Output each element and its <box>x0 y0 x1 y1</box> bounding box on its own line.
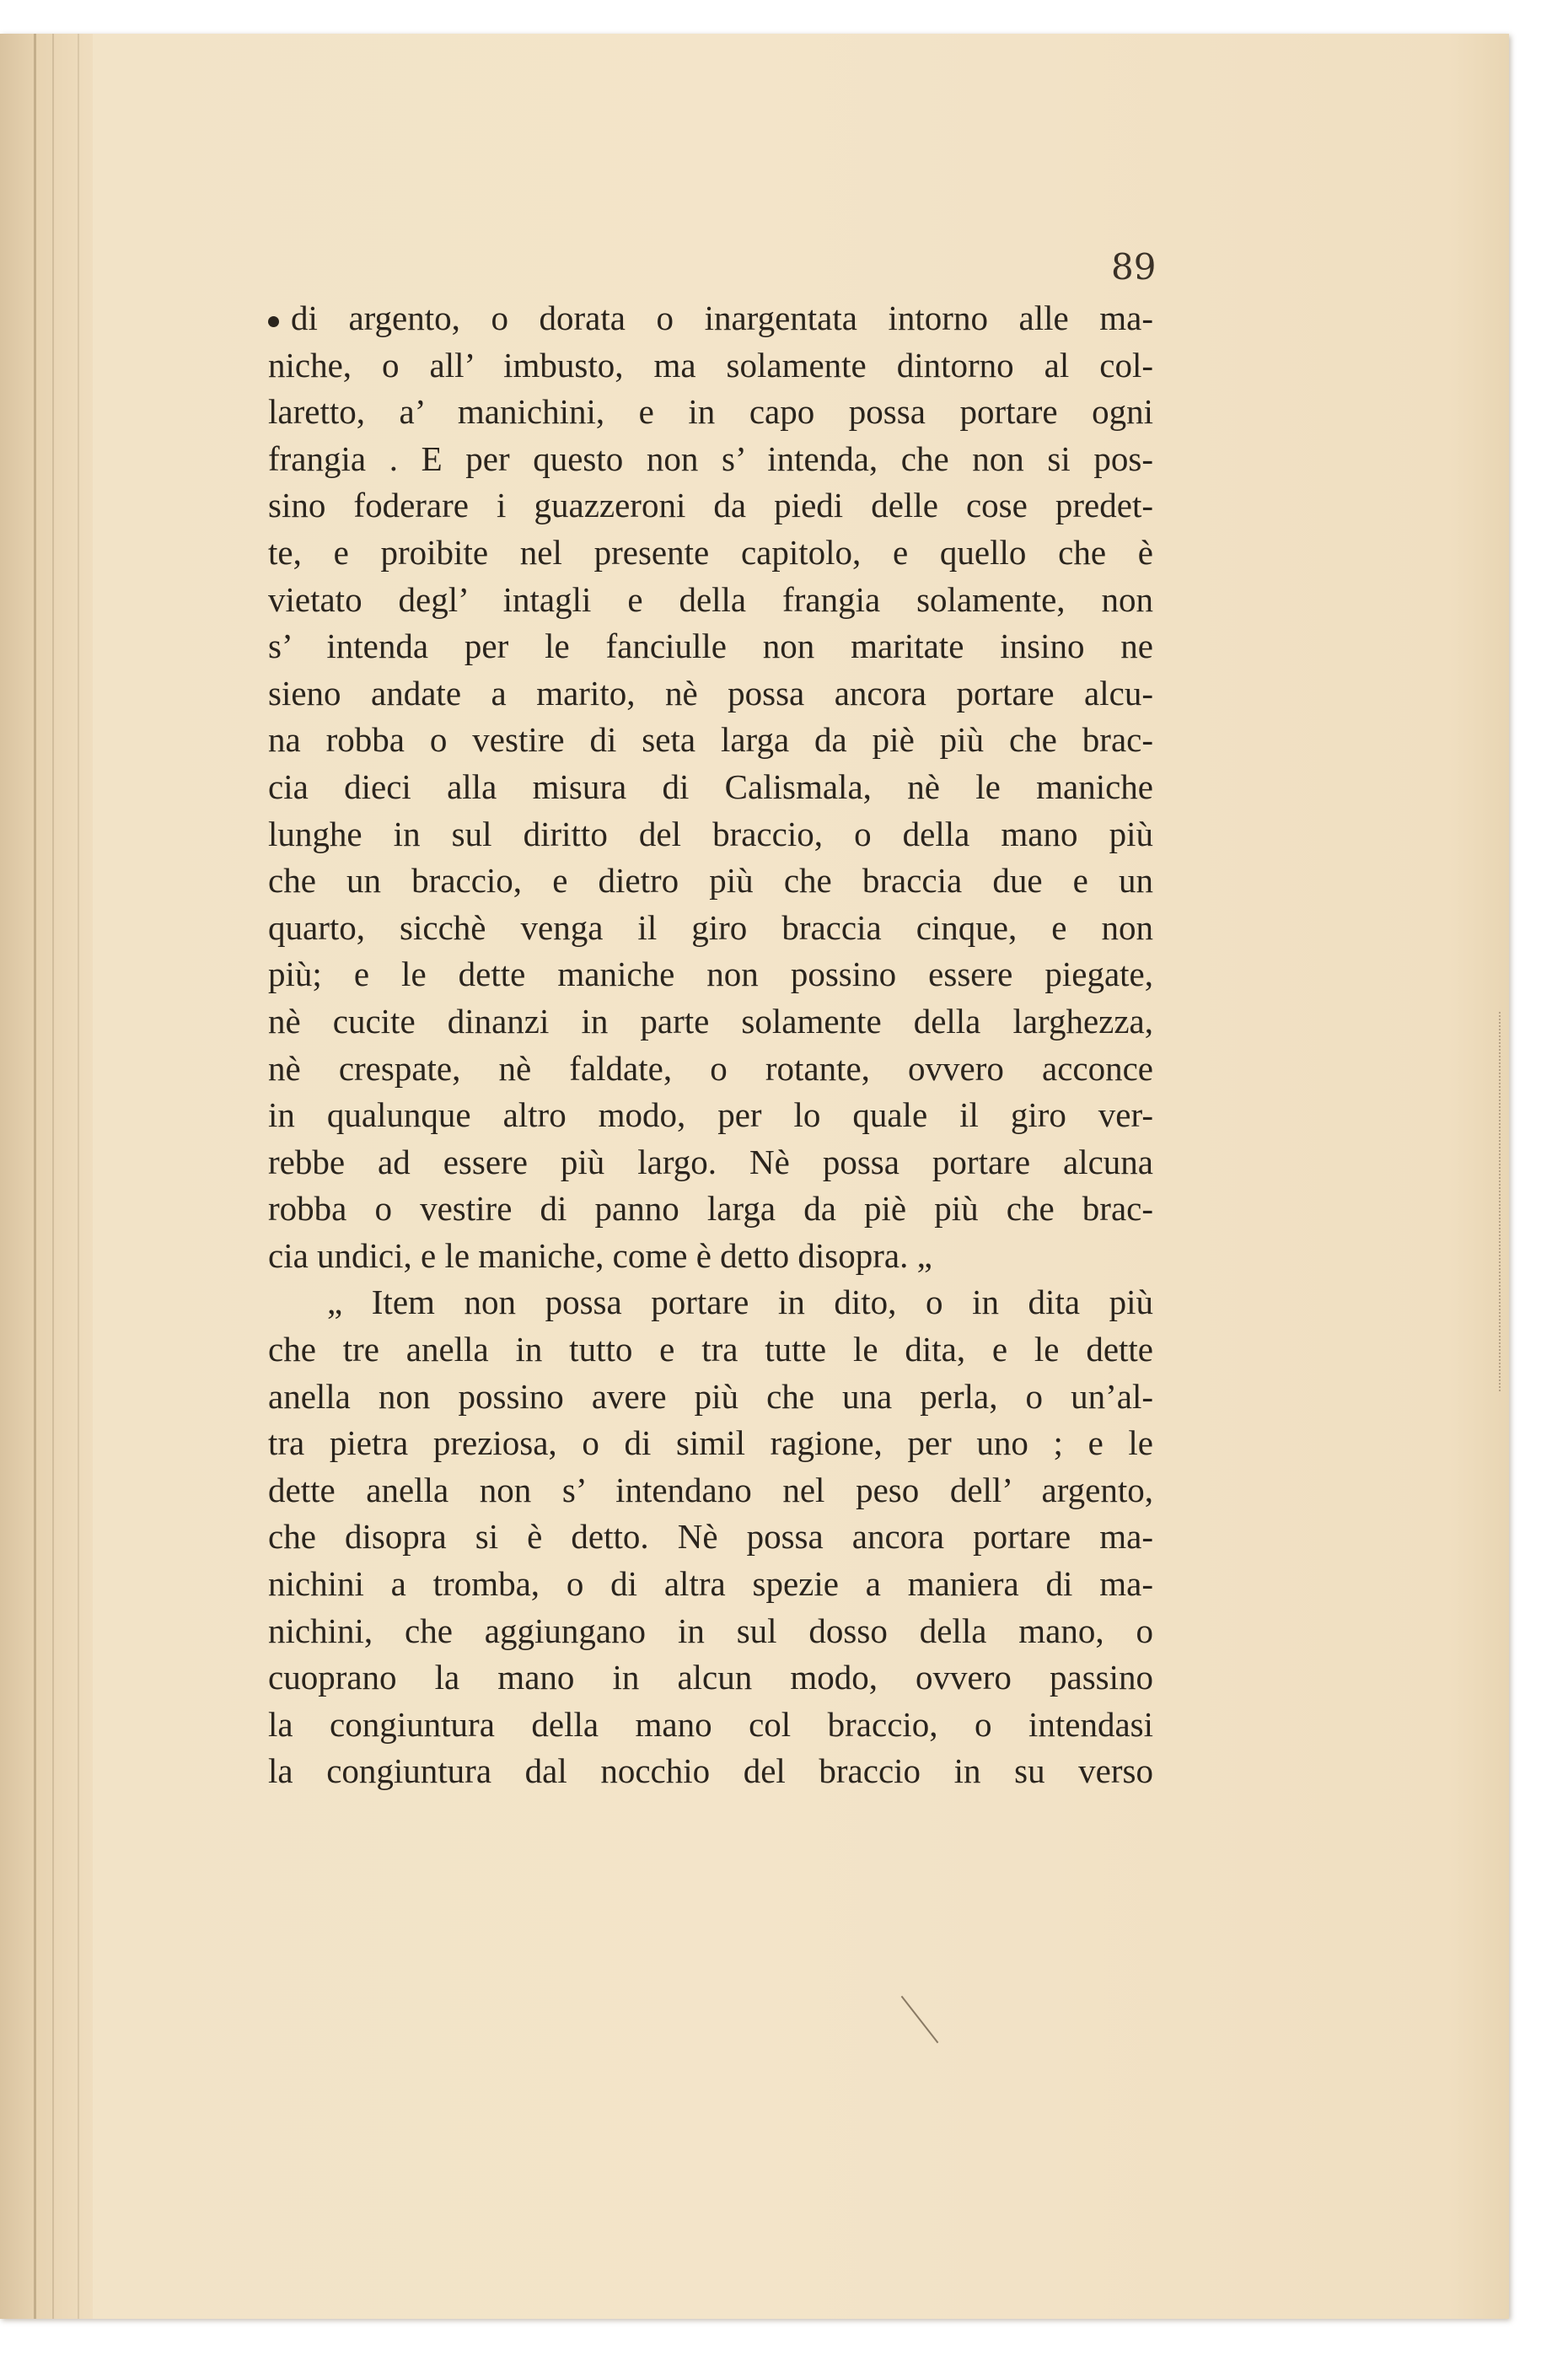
text-line: la congiuntura della mano col braccio, o intendasi <box>268 1704 1153 1744</box>
text-line: „ Item non possa portare in dito, o in dita più <box>327 1283 1153 1322</box>
text-line: s’ intenda per le fanciulle non maritate insino ne <box>268 627 1153 666</box>
text-line: più; e le dette maniche non possino essere piegate, <box>268 955 1153 994</box>
binding-fold-line <box>34 34 36 2319</box>
text-line: nè cucite dinanzi in parte solamente della larghezza, <box>268 1001 1153 1041</box>
text-line: la congiuntura dal nocchio del braccio in su verso <box>268 1751 1153 1791</box>
text-line: frangia . E per questo non s’ intenda, che non si pos- <box>268 438 1153 478</box>
text-line: dette anella non s’ intendano nel peso dell’ argento, <box>268 1470 1153 1509</box>
text-line: laretto, a’ manichini, e in capo possa portare ogni <box>268 392 1153 432</box>
text-line: rebbe ad essere più largo. Nè possa portare alcuna <box>268 1142 1153 1181</box>
text-line: quarto, sicchè venga il giro braccia cinque, e non <box>268 907 1153 947</box>
text-line: robba o vestire di panno larga da piè più che brac- <box>268 1189 1153 1229</box>
text-line: che tre anella in tutto e tra tutte le dita, e le dette <box>268 1330 1153 1369</box>
text-line: nichini, che aggiungano in sul dosso della mano, o <box>268 1611 1153 1650</box>
text-line: che disopra si è detto. Nè possa ancora portare ma- <box>268 1517 1153 1557</box>
text-line: cuoprano la mano in alcun modo, ovvero passino <box>268 1658 1153 1697</box>
text-line: niche, o all’ imbusto, ma solamente dintorno al col- <box>268 345 1153 385</box>
bullet-mark <box>268 316 279 327</box>
page-number: 89 <box>1111 246 1157 288</box>
text-line: na robba o vestire di seta larga da piè più che brac- <box>268 720 1153 760</box>
text-line: vietato degl’ intagli e della frangia solamente, non <box>268 579 1153 619</box>
text-line: tra pietra preziosa, o di simil ragione, per uno ; e le <box>268 1423 1153 1463</box>
binding-fold-line <box>52 34 54 2319</box>
text-line: te, e proibite nel presente capitolo, e quello che è <box>268 532 1153 572</box>
text-line: sieno andate a marito, nè possa ancora portare alcu- <box>268 673 1153 713</box>
page-edge-specks <box>1499 1012 1507 1391</box>
text-line: che un braccio, e dietro più che braccia due e un <box>268 861 1153 901</box>
text-line <box>268 295 1153 342</box>
text-line: nè crespate, nè faldate, o rotante, ovvero acconce <box>268 1048 1153 1088</box>
text-line: lunghe in sul diritto del braccio, o della mano più <box>268 814 1153 853</box>
binding-fold-line <box>78 34 79 2319</box>
body-text <box>268 295 1153 1795</box>
text-line: sino foderare i guazzeroni da piedi delle cose predet- <box>268 486 1153 525</box>
text-line: nichini a tromba, o di altra spezie a maniera di ma- <box>268 1564 1153 1604</box>
text-line: anella non possino avere più che una perla, o un’al- <box>268 1376 1153 1416</box>
text-line: in qualunque altro modo, per lo quale il giro ver- <box>268 1095 1153 1135</box>
text-line: cia dieci alla misura di Calismala, nè le maniche <box>268 766 1153 806</box>
text-line-content: di argento, o dorata o inargentata intorno alle ma- <box>291 298 1153 337</box>
text-line: cia undici, e le maniche, come è detto disopra. „ <box>268 1235 932 1275</box>
